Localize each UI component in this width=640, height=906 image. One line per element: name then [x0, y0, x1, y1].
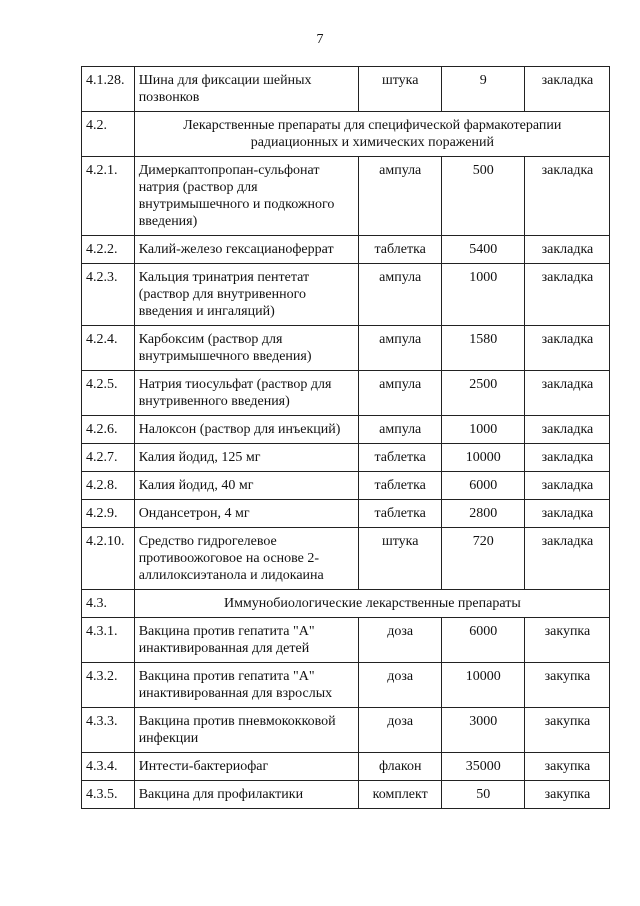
table-row	[82, 472, 610, 500]
item-quantity: 1000	[441, 416, 524, 444]
item-method: закупка	[524, 663, 609, 708]
table-row	[82, 236, 610, 264]
item-name: Калия йодид, 40 мг	[134, 472, 358, 500]
item-unit: ампула	[358, 264, 441, 326]
item-method: закупка	[524, 618, 609, 663]
item-name: Вакцина против гепатита "А" инактивированная для детей	[134, 618, 358, 663]
supply-table	[81, 66, 610, 809]
table-row	[82, 371, 610, 416]
item-number: 4.3.2.	[82, 663, 135, 708]
item-unit: доза	[358, 618, 441, 663]
item-unit: флакон	[358, 753, 441, 781]
table-row	[82, 708, 610, 753]
item-name: Средство гидрогелевое противоожоговое на основе 2-аллилоксиэтанола и лидокаина	[134, 528, 358, 590]
item-number: 4.2.3.	[82, 264, 135, 326]
item-unit: ампула	[358, 371, 441, 416]
item-name: Калий-железо гексацианоферрат	[134, 236, 358, 264]
item-unit: таблетка	[358, 472, 441, 500]
item-method: закладка	[524, 157, 609, 236]
table-row	[82, 67, 610, 112]
item-method: закладка	[524, 67, 609, 112]
item-name: Шина для фиксации шейных позвонков	[134, 67, 358, 112]
item-quantity: 6000	[441, 618, 524, 663]
item-unit: штука	[358, 528, 441, 590]
item-method: закупка	[524, 708, 609, 753]
table-row	[82, 326, 610, 371]
item-number: 4.2.2.	[82, 236, 135, 264]
table-row	[82, 444, 610, 472]
item-unit: таблетка	[358, 500, 441, 528]
item-method: закладка	[524, 236, 609, 264]
item-quantity: 9	[441, 67, 524, 112]
item-unit: таблетка	[358, 236, 441, 264]
item-number: 4.2.5.	[82, 371, 135, 416]
item-name: Натрия тиосульфат (раствор для внутривенного введения)	[134, 371, 358, 416]
item-number: 4.2.8.	[82, 472, 135, 500]
item-method: закупка	[524, 781, 609, 809]
item-unit: доза	[358, 708, 441, 753]
item-method: закладка	[524, 528, 609, 590]
item-method: закладка	[524, 326, 609, 371]
item-quantity: 6000	[441, 472, 524, 500]
item-unit: ампула	[358, 326, 441, 371]
section-title: Лекарственные препараты для специфической фармакотерапии радиационных и химических поражений	[134, 112, 609, 157]
item-number: 4.1.28.	[82, 67, 135, 112]
table-row	[82, 781, 610, 809]
item-name: Интести-бактериофаг	[134, 753, 358, 781]
table-row	[82, 663, 610, 708]
item-quantity: 720	[441, 528, 524, 590]
item-name: Вакцина против пневмококковой инфекции	[134, 708, 358, 753]
item-quantity: 2800	[441, 500, 524, 528]
table-row	[82, 416, 610, 444]
item-name: Вакцина для профилактики	[134, 781, 358, 809]
section-header-row	[82, 112, 610, 157]
item-unit: комплект	[358, 781, 441, 809]
item-name: Карбоксим (раствор для внутримышечного введения)	[134, 326, 358, 371]
item-number: 4.3.5.	[82, 781, 135, 809]
item-name: Димеркаптопропан-сульфонат натрия (раствор для внутримышечного и подкожного введения)	[134, 157, 358, 236]
item-method: закладка	[524, 416, 609, 444]
supply-table-body	[82, 67, 610, 809]
table-row	[82, 264, 610, 326]
table-row	[82, 753, 610, 781]
section-number: 4.3.	[82, 590, 135, 618]
item-name: Налоксон (раствор для инъекций)	[134, 416, 358, 444]
item-unit: ампула	[358, 157, 441, 236]
item-method: закладка	[524, 264, 609, 326]
item-unit: доза	[358, 663, 441, 708]
item-number: 4.3.4.	[82, 753, 135, 781]
item-quantity: 10000	[441, 444, 524, 472]
item-unit: ампула	[358, 416, 441, 444]
item-quantity: 3000	[441, 708, 524, 753]
item-method: закладка	[524, 444, 609, 472]
item-quantity: 50	[441, 781, 524, 809]
item-method: закладка	[524, 472, 609, 500]
item-quantity: 2500	[441, 371, 524, 416]
section-number: 4.2.	[82, 112, 135, 157]
item-number: 4.2.7.	[82, 444, 135, 472]
table-row	[82, 157, 610, 236]
item-quantity: 5400	[441, 236, 524, 264]
item-method: закупка	[524, 753, 609, 781]
item-number: 4.2.10.	[82, 528, 135, 590]
table-row	[82, 528, 610, 590]
item-quantity: 10000	[441, 663, 524, 708]
item-number: 4.2.1.	[82, 157, 135, 236]
table-row	[82, 500, 610, 528]
item-quantity: 500	[441, 157, 524, 236]
section-title: Иммунобиологические лекарственные препараты	[134, 590, 609, 618]
item-number: 4.2.4.	[82, 326, 135, 371]
item-number: 4.2.6.	[82, 416, 135, 444]
item-name: Кальция тринатрия пентетат (раствор для внутривенного введения и ингаляций)	[134, 264, 358, 326]
item-quantity: 35000	[441, 753, 524, 781]
item-method: закладка	[524, 371, 609, 416]
item-name: Вакцина против гепатита "А" инактивированная для взрослых	[134, 663, 358, 708]
item-name: Калия йодид, 125 мг	[134, 444, 358, 472]
item-number: 4.2.9.	[82, 500, 135, 528]
item-unit: таблетка	[358, 444, 441, 472]
item-unit: штука	[358, 67, 441, 112]
page-number: 7	[316, 32, 324, 47]
item-method: закладка	[524, 500, 609, 528]
item-number: 4.3.3.	[82, 708, 135, 753]
item-quantity: 1580	[441, 326, 524, 371]
section-header-row	[82, 590, 610, 618]
item-name: Ондансетрон, 4 мг	[134, 500, 358, 528]
item-number: 4.3.1.	[82, 618, 135, 663]
table-row	[82, 618, 610, 663]
item-quantity: 1000	[441, 264, 524, 326]
